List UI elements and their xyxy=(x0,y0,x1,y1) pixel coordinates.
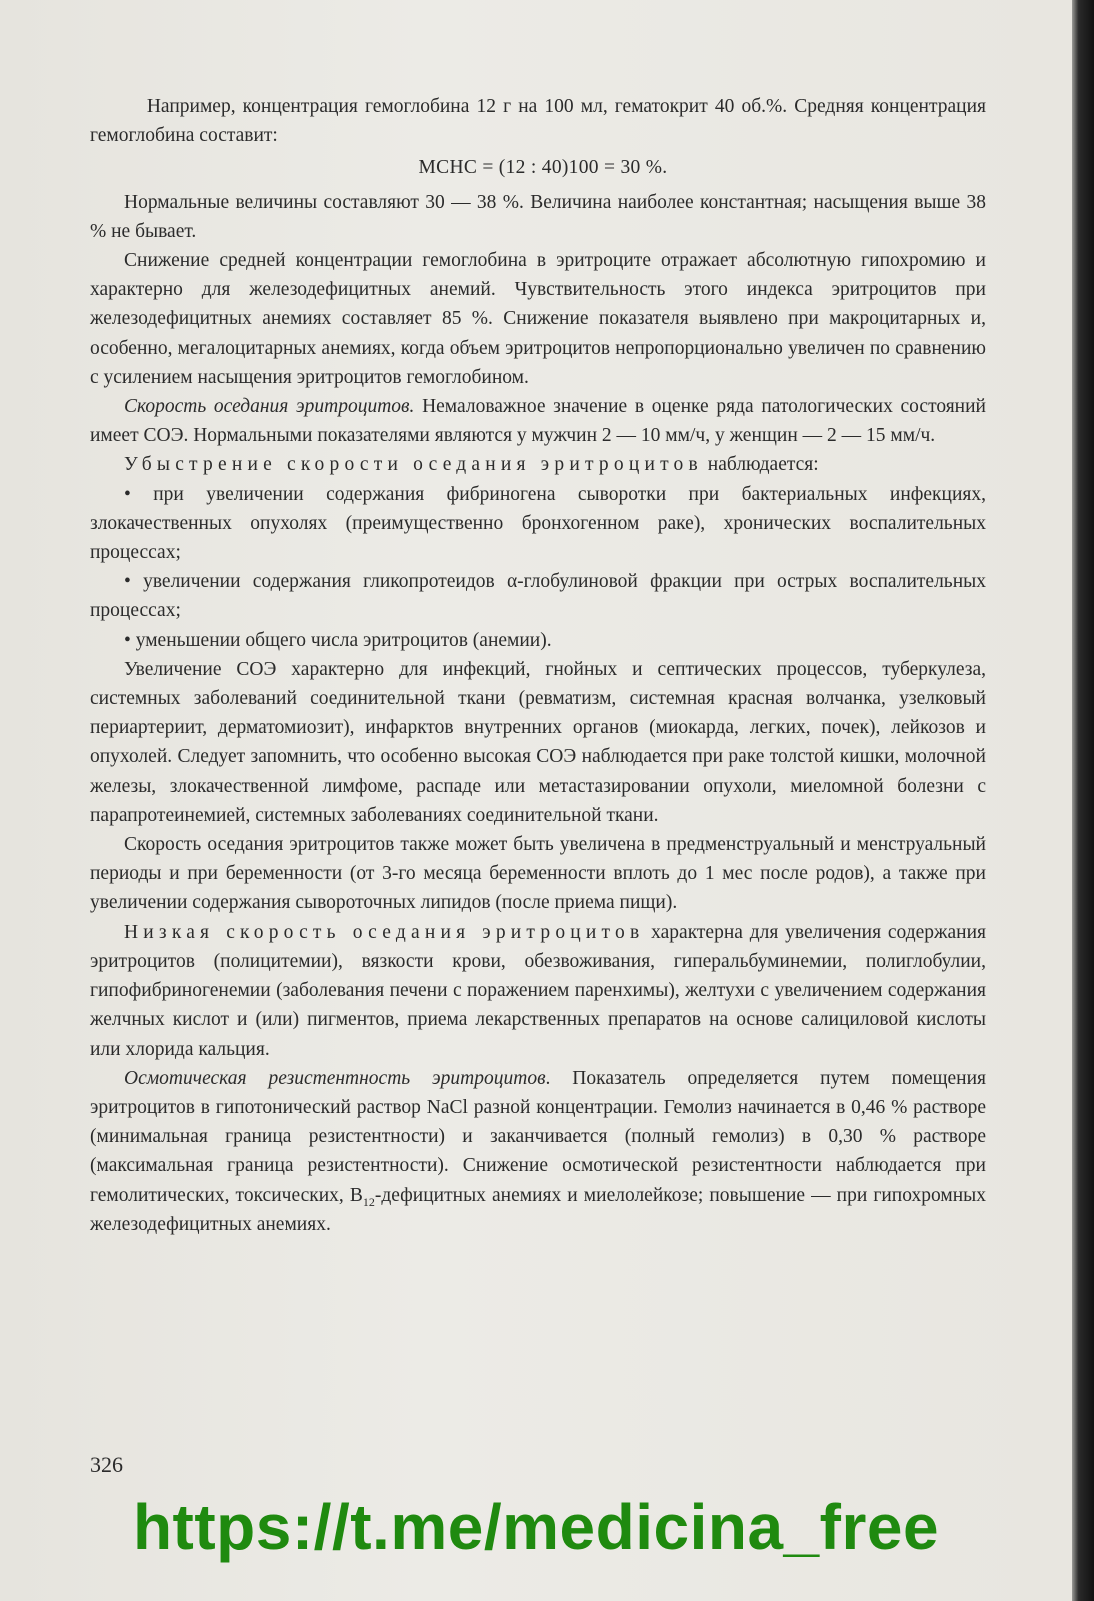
esr-periods-paragraph: Скорость оседания эритроцитов также может быть увеличена в предменструальный и менструальный периоды и при беременности (от 3-го месяца беременности вплоть до 1 мес после родов), а также при увеличении содержания сывороточных липидов (после приема пищи). xyxy=(90,834,986,914)
intro-paragraph xyxy=(90,92,986,150)
acceleration-paragraph xyxy=(90,450,986,479)
osmotic-heading: Осмотическая резистентность эритроцитов xyxy=(124,1067,546,1089)
bullet-item: • уменьшении общего числа эритроцитов (анемии). xyxy=(124,629,552,651)
esr-increase-paragraph: Увеличение СОЭ характерно для инфекций, гнойных и септических процессов, туберкулеза, системных заболеваний соединительной ткани (ревматизм, системная красная волчанка, узелковый периартериит, дерматомиозит), инфарктов внутренних органов (миокарда, легких, почек), лейкозов и опухолей. Следует запомнить, что особенно высокая СОЭ наблюдается при раке толстой кишки, молочной железы, злокачественной лимфоме, распаде или метастазировании опухоли, миеломной болезни с парапротеинемией, системных заболеваниях соединительной ткани. xyxy=(90,658,986,826)
esr-paragraph xyxy=(90,392,986,450)
acceleration-tail: наблюдается: xyxy=(702,454,819,476)
normal-values-paragraph: Нормальные величины составляют 30 — 38 %. Величина наиболее константная; насыщения выше 38 % не бывает. xyxy=(90,191,986,242)
page-number: 326 xyxy=(90,1452,123,1477)
osmotic-subscript: 12 xyxy=(362,1194,375,1209)
page-body-text xyxy=(90,92,986,1239)
intro-text: Например, концентрация гемоглобина 12 г на 100 мл, гематокрит 40 об.%. Средняя концентрация гемоглобина составит: xyxy=(90,96,986,147)
esr-heading: Скорость оседания эритроцитов. xyxy=(124,396,415,418)
osmotic-text-part1: . Показатель определяется путем помещения эритроцитов в гипотонический раствор NaCl разной концентрации. Гемолиз начинается в 0,46 % растворе (минимальная граница резистентности) и заканчивается (полный гемолиз) в 0,30 % растворе (максимальная граница резистентности). Снижение осмотической резистентности наблюдается при гемолитических, токсических, B xyxy=(90,1067,986,1206)
low-esr-heading: Низкая скорость оседания эритроцитов xyxy=(124,921,645,943)
page-edge-shadow xyxy=(1072,0,1094,1601)
mchc-formula: MCHC = (12 : 40)100 = 30 %. xyxy=(418,157,668,179)
osmotic-text-part2: -дефицитных анемиях и миелолейкозе; повышение — при гипохромных железодефицитных анемиях. xyxy=(90,1184,986,1235)
esr-text: Немаловажное значение в оценке ряда патологических состояний имеет СОЭ. Нормальными показателями являются у мужчин 2 — 10 мм/ч, у женщин — 2 — 15 мм/ч. xyxy=(90,396,986,447)
bullet-item: • при увеличении содержания фибриногена сыворотки при бактериальных инфекциях, злокачественных опухолях (преимущественно бронхогенном раке), хронических воспалительных процессах; xyxy=(90,483,986,564)
low-esr-paragraph xyxy=(90,918,986,1064)
osmotic-paragraph xyxy=(90,1064,986,1239)
low-esr-text: характерна для увеличения содержания эритроцитов (полицитемии), вязкости крови, обезвоживания, гиперальбуминемии, полиглобулии, гипофибриногенемии (заболевания печени с поражением паренхимы), желтухи с увеличением содержания желчных кислот и (или) пигментов, приема лекарственных препаратов на основе салициловой кислоты или хлорида кальция. xyxy=(90,921,986,1060)
watermark-link[interactable]: https://t.me/medicina_free xyxy=(132,1491,940,1563)
bullet-item: • увеличении содержания гликопротеидов α-глобулиновой фракции при острых воспалительных процессах; xyxy=(90,571,986,622)
mchc-decrease-paragraph: Снижение средней концентрации гемоглобина в эритроците отражает абсолютную гипохромию и характерно для железодефицитных анемий. Чувствительность этого индекса эритроцитов при железодефицитных анемиях составляет 85 %. Снижение показателя выявлено при макроцитарных и, особенно, мегалоцитарных анемиях, когда объем эритроцитов непропорционально увеличен по сравнению с усилением насыщения эритроцитов гемоглобином. xyxy=(90,250,986,388)
acceleration-heading: Убыстрение скорости оседания эритроцитов xyxy=(124,454,703,476)
